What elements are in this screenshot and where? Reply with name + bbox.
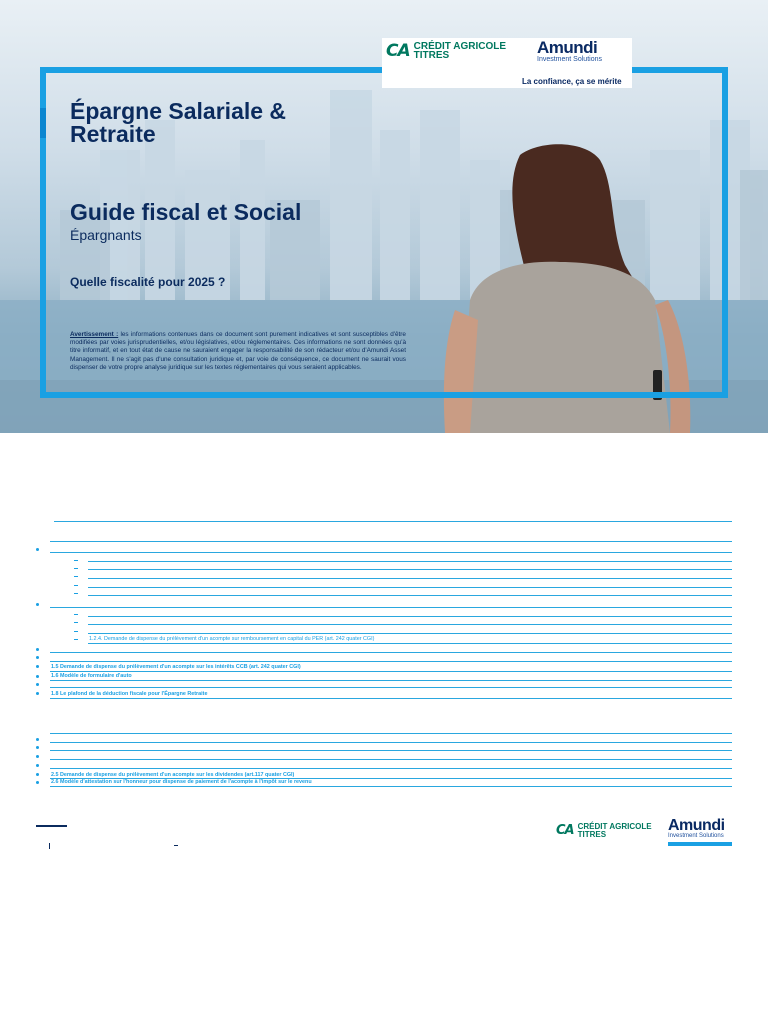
toc-line — [88, 633, 732, 634]
toc-bullet — [36, 675, 39, 678]
amundi-subtitle: Investment Solutions — [537, 56, 602, 63]
ca-mark-icon: CA — [556, 823, 574, 839]
toc-line — [88, 578, 732, 579]
toc-line — [88, 595, 732, 596]
tagline: La confiance, ça se mérite — [522, 77, 622, 86]
toc-bullet — [36, 692, 39, 695]
amundi-logo-footer: Amundi — [668, 817, 725, 834]
toc-line — [50, 759, 732, 760]
toc-line — [50, 786, 732, 787]
main-title: Épargne Salariale & Retraite — [70, 98, 287, 147]
toc-header-line — [54, 521, 732, 522]
amundi-subtitle-footer: Investment Solutions — [668, 833, 724, 839]
toc-bullet — [36, 746, 39, 749]
toc-line — [88, 587, 732, 588]
ca-name-line2: TITRES — [413, 50, 450, 61]
toc-line — [50, 687, 732, 688]
toc-line — [88, 616, 732, 617]
toc-line — [88, 569, 732, 570]
toc-line — [88, 624, 732, 625]
toc-link-2-5[interactable]: 2.5 Demande de dispense du prélèvement d'un acompte sur les dividendes (art.117 quater CGI) — [51, 772, 295, 778]
toc-link-1-2-4[interactable]: 1.2.4. Demande de dispense du prélèvement d'un acompte sur remboursement en capital du PER (art. 242 quater CGI) — [89, 636, 375, 642]
toc-bullet — [36, 548, 39, 551]
guide-title: Guide fiscal et Social — [70, 199, 302, 226]
ca-mark-icon: CA — [386, 41, 410, 61]
toc-bullet — [36, 738, 39, 741]
toc-bullet — [36, 764, 39, 767]
toc-bullet — [36, 781, 39, 784]
toc-bullet — [36, 648, 39, 651]
toc-line — [50, 541, 732, 542]
question-heading: Quelle fiscalité pour 2025 ? — [70, 275, 226, 290]
frame-accent — [40, 108, 46, 138]
disclaimer-text: les informations contenues dans ce document sont purement indicatives et sont susceptibles d'être modifiées par voies jurisprudentielles, et/ou législatives, et/ou réglementaires. Ces informations ne sont données qu'à titre informatif, et en tout état de cause ne sauraient engager la responsabilité de son rédacteur et/ou d'Amundi Asset Management. Il ne s'agit pas d'une consultation juridique et, par voie de conséquence, ce document ne saurait vous dispenser de votre propre analyse juridique sur les textes réglementaires qui vous seraient applicables. — [70, 331, 406, 371]
toc-link-1-5[interactable]: 1.5 Demande de dispense du prélèvement d'un acompte sur les intérêts CCB (art. 242 quater CGI) — [51, 664, 301, 670]
footer-rule — [36, 825, 67, 827]
toc-line — [50, 698, 732, 699]
toc-bullet — [36, 665, 39, 668]
toc-line — [50, 733, 732, 734]
disclaimer-label: Avertissement : — [70, 331, 119, 338]
toc-link-2-6[interactable]: 2.6 Modèle d'attestation sur l'honneur pour dispense de paiement de l'acompte à l'impôt sur le revenu — [51, 779, 312, 785]
toc-line — [50, 552, 732, 553]
amundi-strip — [668, 842, 732, 846]
toc-line — [50, 768, 732, 769]
toc-line — [50, 607, 732, 608]
toc-bullet — [36, 773, 39, 776]
toc-line — [50, 750, 732, 751]
toc-line — [50, 742, 732, 743]
toc-bullet — [36, 683, 39, 686]
toc-bullet — [36, 603, 39, 606]
credit-agricole-logo — [386, 41, 506, 61]
amundi-logo: Amundi — [537, 38, 598, 57]
toc-line — [88, 643, 732, 644]
toc-line — [50, 671, 732, 672]
cover-section — [0, 0, 768, 433]
credit-agricole-logo-footer: CA CRÉDIT AGRICOLE TITRES — [556, 822, 652, 839]
toc-link-1-8[interactable]: 1.8 Le plafond de la déduction fiscale pour l'Épargne Retraite — [51, 691, 208, 697]
toc-bullet — [36, 755, 39, 758]
ca-name-line1: CRÉDIT AGRICOLE — [413, 40, 507, 52]
toc-line — [88, 561, 732, 562]
toc-link-1-6[interactable]: 1.6 Modèle de formulaire d'auto — [51, 673, 132, 679]
toc-line — [50, 652, 732, 653]
cover-titles — [70, 100, 420, 289]
toc-line — [50, 661, 732, 662]
disclaimer — [70, 331, 406, 372]
toc-bullet — [36, 656, 39, 659]
guide-subtitle: Épargnants — [70, 227, 142, 244]
toc-line — [50, 680, 732, 681]
